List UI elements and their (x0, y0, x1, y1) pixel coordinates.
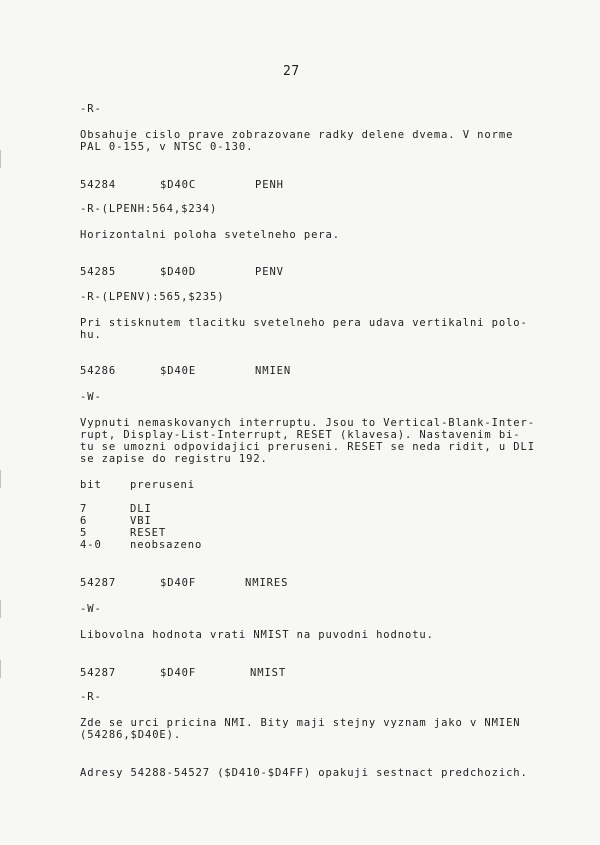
paragraph-line: Adresy 54288-54527 ($D410-$D4FF) opakuji sestnact predchozich. (80, 767, 528, 779)
paragraph-line: se zapise do registru 192. (80, 453, 268, 465)
bit-number: 4-0 (80, 539, 102, 551)
register-name: PENV (255, 266, 284, 278)
page-number: 27 (283, 64, 300, 79)
paragraph-line: Vypnuti nemaskovanych interruptu. Jsou to Vertical-Blank-Inter- (80, 417, 535, 429)
register-decimal: 54287 (80, 577, 117, 589)
register-decimal: 54286 (80, 365, 117, 377)
access-mode: -R-(LPENV):565,$235) (80, 291, 225, 303)
register-name: NMIST (250, 667, 287, 679)
paragraph-line: Pri stisknutem tlacitku svetelneho pera udava vertikalni polo- (80, 317, 528, 329)
register-hex: $D40F (160, 667, 197, 679)
margin-mark (0, 660, 5, 678)
access-mode: -R-(LPENH:564,$234) (80, 203, 218, 215)
register-decimal: 54284 (80, 179, 117, 191)
paragraph-line: hu. (80, 329, 102, 341)
paragraph-line: Libovolna hodnota vrati NMIST na puvodni hodnotu. (80, 629, 434, 641)
bit-desc: RESET (130, 527, 167, 539)
paragraph-line: Horizontalni poloha svetelneho pera. (80, 229, 340, 241)
margin-mark (0, 470, 5, 488)
paragraph-line: tu se umozni odpovidajici preruseni. RESET se neda ridit, u DLI (80, 441, 535, 453)
bit-desc: DLI (130, 503, 152, 515)
register-decimal: 54285 (80, 266, 117, 278)
access-mode: -R- (80, 103, 102, 115)
paragraph-line: Zde se urci pricina NMI. Bity maji stejny vyznam jako v NMIEN (80, 717, 521, 729)
bit-desc: neobsazeno (130, 539, 203, 551)
register-hex: $D40E (160, 365, 197, 377)
access-mode: -R- (80, 691, 102, 703)
margin-mark (0, 150, 5, 168)
paragraph-line: rupt, Display-List-Interrupt, RESET (klavesa). Nastavenim bi- (80, 429, 521, 441)
bit-number: 7 (80, 503, 88, 515)
register-name: PENH (255, 179, 284, 191)
register-name: NMIRES (245, 577, 289, 589)
bit-number: 6 (80, 515, 88, 527)
access-mode: -W- (80, 603, 102, 615)
access-mode: -W- (80, 391, 102, 403)
register-hex: $D40C (160, 179, 197, 191)
paragraph-line: (54286,$D40E). (80, 729, 182, 741)
margin-mark (0, 600, 5, 618)
register-decimal: 54287 (80, 667, 117, 679)
paragraph-line: PAL 0-155, v NTSC 0-130. (80, 141, 254, 153)
register-hex: $D40D (160, 266, 197, 278)
paragraph-line: Obsahuje cislo prave zobrazovane radky delene dvema. V norme (80, 129, 514, 141)
register-name: NMIEN (255, 365, 292, 377)
register-hex: $D40F (160, 577, 197, 589)
bit-header-desc: preruseni (130, 479, 195, 491)
bit-number: 5 (80, 527, 88, 539)
bit-header: bit (80, 479, 102, 491)
bit-desc: VBI (130, 515, 152, 527)
